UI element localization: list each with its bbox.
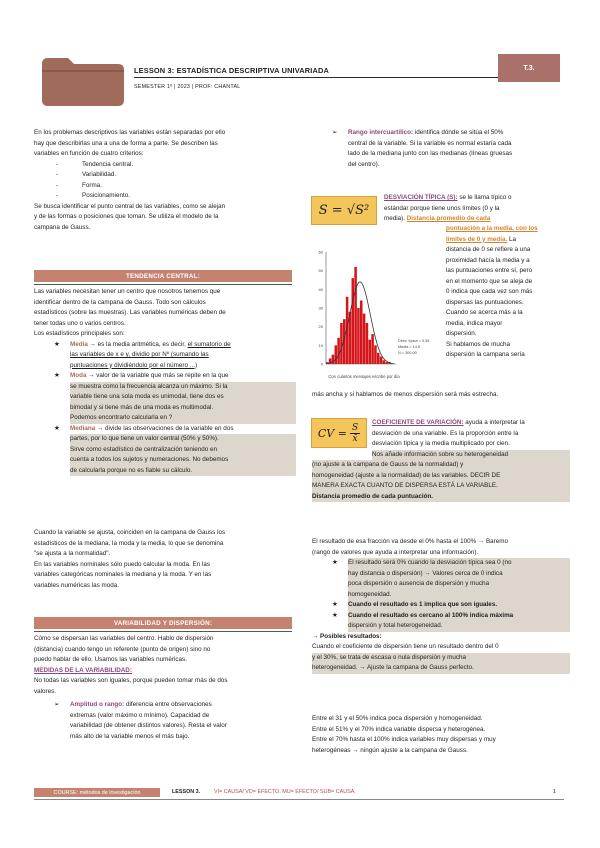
text-line: las puntuaciones entre sí, pero [446,267,533,274]
text-line: variables categóricas nominales la mediana y la moda. Y en las [34,571,212,578]
text-line: identificar dentro de la campana de Gauss. Todo son cálculos [34,298,206,306]
text-line: lado de la mediana junto con las medianas (líneas gruesas [348,150,513,157]
text-line: Sirve como estadístico de centralización teniendo en [70,445,296,456]
text-line: "se ajusta a la normalidad". [34,550,111,557]
text-span: CV = [317,426,347,440]
text-line: Cuando el coeficiente de dispersión tiene un resultado dentro del 0 [312,643,499,650]
histogram-bar [371,334,374,364]
histogram-bar [335,345,338,364]
y-tick-label: 10 [318,342,323,348]
text-line: campana de Gauss. [34,223,91,231]
text-line: MANERA EXACTA CUANTO DE DISPERSA ESTÁ LA VARIABLE. [312,481,570,492]
intro-block [34,128,296,233]
y-tick-label: 0 [320,361,323,367]
histogram-bar [357,308,360,364]
text-line: dispersión y total heterogeneidad. [348,621,570,632]
text-line: puntuación a la media, con los [446,225,538,232]
variability-block [34,634,296,742]
text-span: se le llama típico o [457,194,512,201]
list-item: - Forma. [34,181,296,192]
histogram-bar [337,338,340,364]
legend-entry: N = 300,00 [398,351,417,355]
text-line: (distancia) cuando tengo un referente (punto de origen) sino no [34,645,211,653]
text-line: Entre el 31 y el 50% indica poca dispersión y homogeneidad. [312,715,483,722]
text-span: límites de 0 y media. [446,235,508,243]
header-divider [134,77,498,78]
text-line: Podemos encontrarlo calcularla en ? [70,413,296,424]
list-item-media [34,340,296,372]
text-line: y de las formas o posiciones que toman. Se utiliza el modelo de la [34,213,219,220]
central-tendency-block [34,287,296,476]
histogram-bar [374,345,377,364]
fraction [350,423,360,444]
term-rango-intercuartilico: Rango intercuartílico: [348,129,414,136]
text-span: media). [384,215,407,222]
term-amplitud: Amplitud o rango: [70,701,125,708]
text-span: ayuda a interpretar la [463,419,525,426]
histogram-bar [380,357,383,364]
folder-icon [42,58,124,106]
rango-block [312,128,570,170]
y-tick-label: 60 [318,249,323,255]
list-item-result-0 [312,558,570,600]
text-span: La [507,235,517,243]
histogram-bar [360,301,363,364]
text-line: heterogéneas → ningún ajuste a la campana de Gauss. [312,746,468,754]
text-span: → es la media aritmética, es decir, [87,340,188,348]
star-bullet-icon: ★ [332,611,338,619]
legend-entry: Desv. típica = 3,39 [398,339,430,343]
text-line: El resultado será 0% cuando la desviación típica sea 0 (no [348,558,570,569]
text-line: Las variables necesitan tener un centro que nosotros tenemos que [34,288,221,295]
histogram-bar [363,314,366,364]
histogram-bar [354,267,357,364]
text-line: Distancia promedio de cada puntuación. [312,492,570,503]
text-line: cuenta a todos los sujetos y numeraciones. No debemos [70,455,296,466]
text-span: x̄ [352,433,358,444]
text-line: las variables de x e y, dividio por Nº (sumando las [70,351,209,358]
text-line: partes, por lo que tiene un valor central (50% y 50%). [70,434,296,445]
lesson-title: LESSON 3: ESTADÍSTICA DESCRIPTIVA UNIVARIADA [134,66,329,75]
arrow-bullet-icon: ➢ [54,701,60,708]
star-bullet-icon: ★ [54,372,60,379]
y-tick-label: 40 [318,286,323,292]
footer-lesson: LESSON 3. [172,789,201,795]
list-item-amplitud [34,700,296,742]
measures-heading: MEDIDAS DE LA VARIABILIDAD: [34,666,132,674]
histogram-bar [383,360,386,364]
page-number: 1 [553,789,556,795]
text-line: central de la variable. Si la variable es normal estaría cada [348,139,512,147]
text-line: No todas las variables son iguales, porque pueden tomar más de dos [34,677,228,684]
text-line: Cuando la variable se ajusta, coinciden en la campana de Gauss los [34,529,226,536]
text-line: valores. [34,687,57,695]
text-line: puedo hablar de ello. Usamos las variables numéricas. [34,656,187,663]
section-divider [34,631,292,632]
text-line: más alto de la variable menos el más bajo. [70,732,190,740]
y-tick-label: 50 [318,268,323,274]
text-span: → divide las observaciones de la variable en dos [95,424,234,432]
histogram-bar [352,278,355,364]
text-line: homogeneidad. [348,590,570,601]
list-item: - Posicionamiento. [34,191,296,202]
cv-head [372,418,570,460]
std-dev-formula: S = √S² [311,196,377,225]
text-line: estándar porque tiene unos límites (0 y la [384,204,500,212]
text-line: del centro). [348,160,380,168]
star-bullet-icon: ★ [332,601,338,608]
list-item-result-2 [312,611,570,632]
text-line: puntuaciones y dividiéndolo por el número ...) [70,361,198,369]
list-item-moda [34,371,296,424]
text-line: estadísticos de la mediana, la moda y la media, lo que se denomina [34,539,224,547]
text-line: hay distancia o dispersión) → Valores cerca de 0 indica [348,569,570,580]
text-line: variabilidad (de obtener distintos valores). Resta el valor [70,722,227,729]
text-line: Entre el 51% y el 70% indica variable dispersa y heterogénea. [312,725,486,733]
text-span: → valor de la variable que más se repite en la que [86,372,229,379]
y-tick-label: 20 [318,324,323,330]
text-line: heterogeneidad. → Ajuste la campana de Gauss perfecto. [312,663,570,674]
cv-formula [311,418,367,448]
topic-tab: T.3. [498,54,560,82]
text-line: En las variables nominales sólo puedo calcular la moda. En las [34,560,211,568]
text-line: poca dispersión o ausencia de dispersión y mucha [348,579,570,590]
text-line: en el momento que se aleja de [446,277,533,285]
result-block [312,537,570,674]
text-span: S [351,422,359,433]
text-line: (rango de valores que ayuda a interpretar una información). [312,548,479,556]
x-axis-label: Con cuántos mensajes escribe por día [328,374,400,379]
text-line: Nos añade información sobre su heterogeneidad [372,450,570,461]
text-line: hay que describirlas una a una de forma a parte. Se describen las [34,139,218,147]
text-line: variables numéricas las moda. [34,581,120,589]
histogram-bar [366,323,369,364]
text-line: Cuando el resultado es 1 implica que son iguales. [348,600,570,611]
list-item-rango-intercuartilico [312,128,570,170]
legend-entry: Media = 14,5 [398,345,421,349]
star-bullet-icon: ★ [54,340,60,348]
term-mediana: Mediana [70,424,96,432]
histogram-chart [312,244,444,386]
text-line: En los problemas descriptivos las variables están separadas por ello [34,129,226,136]
list-item-mediana [34,424,296,477]
text-line: Los estadísticos principales son: [34,330,125,337]
text-line: homogeneidad (ajuste a la normalidad) de las variables. DECIR DE [312,471,570,482]
text-line: tener todas uno o varios centros. [34,319,126,327]
text-span: Distancia promedio de cada [406,215,491,222]
histogram-bar [340,323,343,364]
text-line: Entre el 70% hasta el 100% indica variables muy dispersas y muy [312,736,496,743]
list-item-result-1 [312,600,570,611]
text-line: Se busca identificar el punto central de las variables, como se alejan [34,202,226,210]
gauss-block [34,528,296,591]
text-line: El resultado de esa fracción va desde el 0% hasta el 100% → Baremo [312,538,509,545]
text-line: 0 indica que cada vez son más [446,288,533,295]
text-line: desviación de una variable. Es la proporción entre la [372,429,519,437]
text-line: variable tiene una sola moda es unimodal, tiene dos es [70,392,296,403]
text-line: Cuando el resultado es cercano al 100% indica máxima [348,611,570,622]
text-line: dispersión. [446,330,477,337]
term-moda: Moda [70,372,87,379]
text-span: identifica dónde se sitúa el 50% [413,129,504,136]
text-line: Cómo se dispersan las variables del centro. Hablo de dispersión [34,635,214,642]
text-line: Cuando se acerca más a la [446,309,523,316]
histogram-bar [332,355,335,364]
semester-info: SEMESTER 1º | 2023 | PROF: CHANTAL [134,84,241,90]
text-line: dispersión la campana sería [446,351,525,358]
text-line: bimodal y si tiene más de una moda es multimodal. [70,403,296,414]
text-line: se muestra como la frecuencia alcanza un máximo. Si la [70,382,296,393]
list-item: - Tendencia central. [34,160,296,171]
star-bullet-icon: ★ [54,424,60,432]
term-media: Media [70,340,88,348]
text-line: dispersas las puntuaciones. [446,298,524,306]
text-line: de calcularla porque no es fiable su cálculo. [70,466,296,477]
text-line: Si hablamos de mucha [446,340,511,348]
std-dev-head [384,193,570,225]
text-line: (no ajuste a la campana de Gauss de la normalidad) y [312,460,570,471]
footer-divider [34,799,564,800]
text-line: media, indica mayor [446,319,503,327]
ranges-block [312,714,570,756]
term-coeficiente-variacion: COEFICIENTE DE VARIACIÓN: [372,419,464,426]
course-label: COURSE: métodos de investigación [34,788,160,797]
y-tick-label: 30 [318,305,323,311]
possible-results-heading: → Posibles resultados: [312,632,382,640]
text-line: y el 30%, se trata de escasa o nula dispersión y mucha [312,653,570,664]
section-heading-variability: VARIABILIDAD Y DISPERSIÓN: [34,617,292,629]
text-line: distancia de 0 se refiere a una [446,246,531,253]
text-line: proximidad hacía la media y a [446,256,530,264]
section-divider [34,284,292,285]
star-bullet-icon: ★ [332,559,338,566]
arrow-bullet-icon: ➢ [332,129,338,136]
text-line: desviación típica y la media multiplicado por cien. [372,440,510,447]
text-line: más ancha y si hablamos de menos dispersión será más estrecha. [312,391,499,398]
text-line: variables en función de cuatro criterios: [34,150,144,157]
text-line: estadísticos (sobre las muestras). Las variables numéricas deben de [34,309,226,316]
list-item: - Variabilidad. [34,170,296,181]
cv-body [312,460,570,502]
std-dev-body [446,224,570,361]
criteria-list [34,160,296,202]
term-desviacion-tipica: DESVIACIÓN TÍPICA (S): [384,194,458,201]
histogram-bar [377,353,380,364]
section-heading-central-tendency: TENDENCIA CENTRAL: [34,270,292,282]
text-span: el sumatorio de [187,340,231,348]
footer-note: VI= CAUSA/ VD= EFECTO. MU= EFECTO/ SUB= CAUSA. [214,789,356,795]
text-span: diferencia entre observaciones [124,701,212,708]
histogram-bar [369,340,372,364]
text-line: extremas (valor máximo o mínimo). Capacidad de [70,711,210,719]
